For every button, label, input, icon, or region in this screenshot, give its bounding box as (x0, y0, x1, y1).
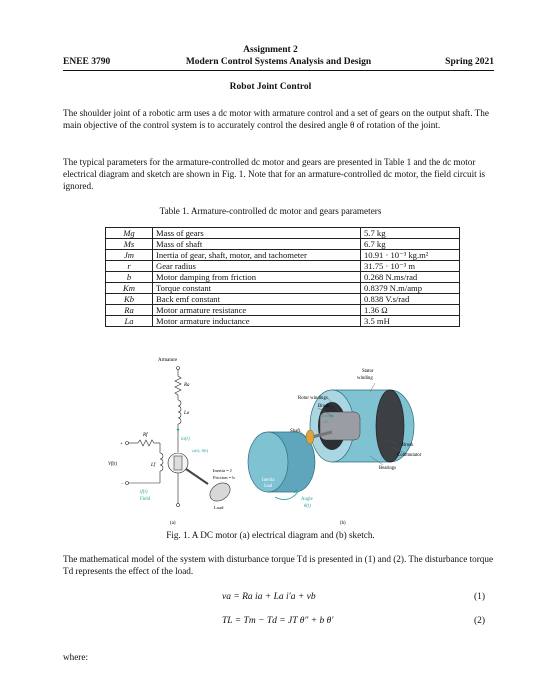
param-value: 10.91 · 10⁻³ kg.m² (361, 250, 460, 261)
param-symbol: La (106, 316, 153, 327)
course-name: Modern Control Systems Analysis and Design (185, 57, 372, 67)
equation-1-number: (1) (474, 592, 486, 602)
table-caption: Table 1. Armature-controlled dc motor and gears parameters (159, 206, 382, 216)
if-label: if(t) (140, 490, 148, 495)
theta-label: θ(t) (304, 504, 311, 509)
param-symbol: Km (106, 283, 153, 294)
load-cylinder (206, 479, 233, 505)
armature-resistor (175, 376, 181, 395)
brush-label: Brush (402, 443, 414, 448)
table-row (106, 272, 460, 283)
param-description: Back emf constant (153, 294, 361, 305)
figure-caption: Fig. 1. A DC motor (a) electrical diagram and (b) sketch. (166, 530, 375, 540)
param-description: Mass of shaft (153, 239, 361, 250)
table-row (106, 261, 460, 272)
armature-inductor (178, 400, 181, 424)
dc-motor-figure (100, 352, 440, 528)
inertia-label: Inertia = J (213, 468, 232, 473)
param-symbol: Mg (106, 228, 153, 239)
equation-2-body: TL = Tm − Td = JT θ″ + b θ′ (222, 616, 334, 626)
field-inductor (160, 453, 163, 471)
friction-label: Friction = b (213, 475, 235, 480)
panel-a-label: (a) (170, 521, 176, 526)
param-description: Mass of gears (153, 228, 361, 239)
winding-label: winding (357, 376, 373, 381)
table-row (106, 228, 460, 239)
table-row (106, 294, 460, 305)
load-label: Load (214, 505, 224, 510)
rotor-windings-label: Rotor windings (298, 396, 328, 401)
param-value: 5.7 kg (361, 228, 460, 239)
param-value: 31.75 · 10⁻³ m (361, 261, 460, 272)
param-symbol: Ra (106, 305, 153, 316)
bearings-label: Bearings (379, 466, 397, 471)
electrical-diagram (108, 358, 235, 526)
field-resistor (138, 440, 154, 446)
stator-label: Stator (362, 369, 374, 374)
model-paragraph: The mathematical model of the system with disturbance torque Td is presented in (1) and (2). The disturbance torque Td represents the effect of the load. (63, 554, 494, 577)
rf-label: Rf (143, 433, 148, 438)
table-row (106, 305, 460, 316)
param-value: 6.7 kg (361, 239, 460, 250)
table-row (106, 239, 460, 250)
param-description: Motor armature resistance (153, 305, 361, 316)
inertia-sketch-label: Inertia (262, 478, 275, 483)
param-description: Motor armature inductance (153, 316, 361, 327)
equation-1-body: va = Ra ia + La i′a + vb (222, 592, 316, 602)
intro-paragraph: The shoulder joint of a robotic arm uses a dc motor with armature control and a set of gears on the output shaft. The main objective of the control system is to accurately control the desired angle θ of rotation of the joint. (63, 108, 489, 131)
param-symbol: r (106, 261, 153, 272)
load-sketch-label: load (264, 484, 273, 489)
brush-top-label: Brush (318, 404, 330, 409)
panel-b-label: (b) (340, 521, 346, 526)
parameters-paragraph: The typical parameters for the armature-controlled dc motor and gears are presented in Table 1 and the dc motor electrical diagram and sketch are shown in Fig. 1. Note that for an armature-controlled dc motor, the field circuit is ignored. (63, 157, 486, 192)
omega-label: ω(t), θ(t) (192, 448, 209, 453)
param-description: Gear radius (153, 261, 361, 272)
param-value: 3.5 mH (361, 316, 460, 327)
param-symbol: b (106, 272, 153, 283)
ia-sketch-label: ia (324, 420, 328, 425)
section-title: Robot Joint Control (229, 82, 312, 92)
param-value: 1.36 Ω (361, 305, 460, 316)
param-value: 0.268 N.ms/rad (361, 272, 460, 283)
svg-text:−: − (121, 482, 124, 487)
table-row (106, 250, 460, 261)
param-description: Motor damping from friction (153, 272, 361, 283)
param-symbol: Ms (106, 239, 153, 250)
where-label: where: (63, 652, 88, 662)
param-description: Torque constant (153, 283, 361, 294)
lf-label: Lf (151, 463, 156, 468)
bearing (306, 430, 314, 444)
ra-label: Ra (184, 383, 190, 388)
field-label: Field (140, 497, 151, 502)
course-code: ENEE 3790 (63, 57, 111, 67)
term: Spring 2021 (445, 57, 494, 67)
svg-text:+: + (120, 442, 123, 447)
param-value: 0.838 V.s/rad (361, 294, 460, 305)
vf-label: Vf(t) (108, 462, 118, 467)
equation-2-number: (2) (474, 616, 486, 626)
motor-sketch (248, 369, 422, 526)
ia-label: ia(t) (181, 437, 190, 442)
param-description: Inertia of gear, shaft, motor, and tachometer (153, 250, 361, 261)
parameters-table (105, 227, 460, 327)
shaft-label: Shaft (290, 429, 301, 434)
angle-label: Angle (301, 497, 313, 502)
param-symbol: Jm (106, 250, 153, 261)
commutator-label: Commutator (397, 453, 422, 458)
header-rule (63, 70, 494, 71)
table-row (106, 283, 460, 294)
la-label: La (184, 411, 190, 416)
armature-label: Armature (158, 358, 178, 363)
param-value: 0.8379 N.m/amp (361, 283, 460, 294)
table-row (106, 316, 460, 327)
assignment-title: Assignment 2 (243, 45, 298, 55)
param-symbol: Kb (106, 294, 153, 305)
